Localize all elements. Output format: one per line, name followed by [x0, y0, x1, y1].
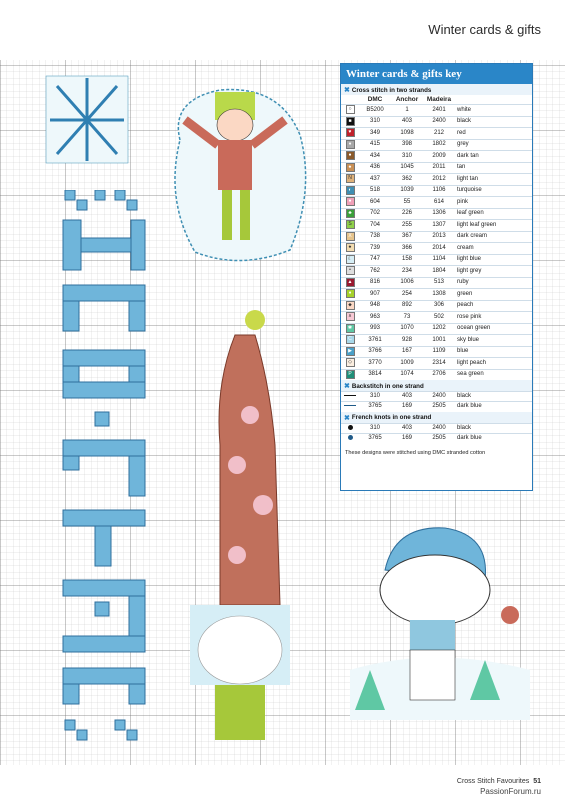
dmc-cell: 702 [359, 208, 391, 219]
key-row [341, 266, 532, 277]
dmc-cell: 3765 [359, 434, 391, 444]
dmc-cell: 434 [359, 151, 391, 162]
color-swatch-icon: ◇ [346, 358, 355, 367]
color-name-cell: black [455, 423, 532, 433]
symbol-cell [341, 289, 359, 300]
dmc-cell: 310 [359, 116, 391, 127]
dmc-cell: 3765 [359, 402, 391, 412]
symbol-cell [341, 105, 359, 116]
color-swatch-icon: ◐ [346, 186, 355, 195]
french-knots-table [341, 423, 532, 444]
dmc-cell: 3814 [359, 369, 391, 380]
symbol-cell [341, 139, 359, 150]
dmc-cell: 604 [359, 197, 391, 208]
color-name-cell: peach [455, 300, 532, 311]
key-row [341, 369, 532, 380]
section-french-knots [341, 412, 532, 423]
cross-icon: ✖ [344, 414, 350, 422]
anchor-cell: 403 [391, 392, 423, 402]
cross-stitch-table [341, 95, 532, 380]
color-swatch-icon: ▶ [346, 347, 355, 356]
symbol-cell [341, 423, 359, 433]
anchor-cell: 167 [391, 346, 423, 357]
color-swatch-icon: ✱ [346, 324, 355, 333]
section-backstitch-label: Backstitch in one strand [351, 382, 424, 390]
color-name-cell: black [455, 116, 532, 127]
dmc-cell: 349 [359, 128, 391, 139]
madeira-cell: 1307 [423, 220, 455, 231]
color-name-cell: dark tan [455, 151, 532, 162]
key-row [341, 208, 532, 219]
color-swatch-icon: ♦ [346, 140, 355, 149]
color-name-cell: ruby [455, 277, 532, 288]
madeira-cell: 1109 [423, 346, 455, 357]
key-row [341, 335, 532, 346]
dmc-cell: 310 [359, 423, 391, 433]
section-french-knots-label: French knots in one strand [351, 414, 432, 422]
color-swatch-icon: ● [346, 151, 355, 160]
vertical-text-motif [55, 190, 155, 745]
french-knot-icon [348, 435, 353, 440]
anchor-cell: 254 [391, 289, 423, 300]
symbol-cell [341, 151, 359, 162]
color-swatch-icon: • [346, 266, 355, 275]
key-row [341, 277, 532, 288]
color-swatch-icon: ♥ [346, 128, 355, 137]
madeira-cell: 513 [423, 277, 455, 288]
symbol-cell [341, 220, 359, 231]
color-name-cell: light leaf green [455, 220, 532, 231]
french-knot-icon [348, 425, 353, 430]
color-swatch-icon: ♠ [346, 163, 355, 172]
dmc-cell: 948 [359, 300, 391, 311]
section-cross-stitch-label: Cross stitch in two strands [351, 86, 432, 94]
anchor-cell: 158 [391, 254, 423, 265]
color-name-cell: red [455, 128, 532, 139]
madeira-cell: 1802 [423, 139, 455, 150]
key-row [341, 434, 532, 444]
anchor-cell: 226 [391, 208, 423, 219]
symbol-cell [341, 243, 359, 254]
snowman-motif [345, 520, 535, 725]
color-name-cell: light tan [455, 174, 532, 185]
key-row [341, 105, 532, 116]
color-swatch-icon: S [346, 220, 355, 229]
table-header-row [341, 95, 532, 105]
color-name-cell: cream [455, 243, 532, 254]
color-name-cell: rose pink [455, 312, 532, 323]
color-swatch-icon: ▲ [346, 278, 355, 287]
key-row [341, 116, 532, 127]
page-number: 51 [533, 778, 541, 785]
anchor-cell: 362 [391, 174, 423, 185]
madeira-cell: 2505 [423, 434, 455, 444]
dmc-cell: 738 [359, 231, 391, 242]
anchor-cell: 169 [391, 402, 423, 412]
dmc-cell: 437 [359, 174, 391, 185]
anchor-cell: 73 [391, 312, 423, 323]
madeira-cell: 306 [423, 300, 455, 311]
madeira-cell: 1804 [423, 266, 455, 277]
backstitch-line-icon [344, 405, 356, 406]
col-madeira: Madeira [426, 96, 452, 103]
color-name-cell: grey [455, 139, 532, 150]
madeira-cell: 2706 [423, 369, 455, 380]
key-note: These designs were stitched using DMC stranded cotton [345, 449, 486, 456]
anchor-cell: 234 [391, 266, 423, 277]
madeira-cell: 2400 [423, 392, 455, 402]
dmc-cell: 762 [359, 266, 391, 277]
key-row [341, 323, 532, 334]
key-row [341, 151, 532, 162]
symbol-cell [341, 300, 359, 311]
symbol-cell [341, 231, 359, 242]
anchor-cell: 1009 [391, 358, 423, 369]
madeira-cell: 2400 [423, 423, 455, 433]
symbol-cell [341, 128, 359, 139]
madeira-cell: 502 [423, 312, 455, 323]
madeira-cell: 2011 [423, 162, 455, 173]
symbol-cell [341, 392, 359, 402]
color-swatch-icon: N [346, 174, 355, 183]
dmc-cell: 436 [359, 162, 391, 173]
madeira-cell: 2013 [423, 231, 455, 242]
col-anchor: Anchor [395, 96, 419, 103]
key-row [341, 197, 532, 208]
key-row [341, 174, 532, 185]
madeira-cell: 1104 [423, 254, 455, 265]
color-name-cell: blue [455, 346, 532, 357]
watermark-site: PassionForum.ru [480, 787, 541, 796]
key-row [341, 185, 532, 196]
dmc-cell: 739 [359, 243, 391, 254]
dmc-cell: 3761 [359, 335, 391, 346]
key-title: Winter cards & gifts key [341, 64, 532, 84]
symbol-cell [341, 434, 359, 444]
col-symbol [341, 95, 359, 105]
color-swatch-icon: ● [346, 197, 355, 206]
cross-icon: ✖ [344, 87, 350, 94]
symbol-cell [341, 323, 359, 334]
anchor-cell: 1098 [391, 128, 423, 139]
dmc-cell: 415 [359, 139, 391, 150]
color-name-cell: black [455, 392, 532, 402]
symbol-cell [341, 277, 359, 288]
color-name-cell: sky blue [455, 335, 532, 346]
color-name-cell: dark blue [455, 402, 532, 412]
key-row [341, 231, 532, 242]
page-footer [456, 778, 541, 796]
anchor-cell: 1070 [391, 323, 423, 334]
symbol-cell [341, 346, 359, 357]
anchor-cell: 55 [391, 197, 423, 208]
backstitch-line-icon [344, 395, 356, 396]
symbol-cell [341, 335, 359, 346]
dmc-cell: 816 [359, 277, 391, 288]
anchor-cell: 169 [391, 434, 423, 444]
symbol-cell [341, 185, 359, 196]
color-name-cell: green [455, 289, 532, 300]
color-swatch-icon: ♣ [346, 209, 355, 218]
anchor-cell: 403 [391, 116, 423, 127]
dmc-cell: 518 [359, 185, 391, 196]
symbol-cell [341, 208, 359, 219]
anchor-cell: 928 [391, 335, 423, 346]
color-swatch-icon: ∧ [346, 312, 355, 321]
symbol-cell [341, 266, 359, 277]
section-backstitch [341, 380, 532, 391]
madeira-cell: 614 [423, 197, 455, 208]
anchor-cell: 403 [391, 423, 423, 433]
dmc-cell: 993 [359, 323, 391, 334]
snow-angel-motif [160, 80, 320, 270]
anchor-cell: 367 [391, 231, 423, 242]
dmc-cell: B5200 [359, 105, 391, 116]
color-swatch-icon: ☾ [346, 255, 355, 264]
symbol-cell [341, 254, 359, 265]
key-row [341, 346, 532, 357]
key-row [341, 300, 532, 311]
color-swatch-icon: X [346, 232, 355, 241]
footer-label: Cross Stitch Favourites [456, 778, 530, 785]
color-name-cell: white [455, 105, 532, 116]
color-swatch-icon: ♦ [346, 289, 355, 298]
color-name-cell: pink [455, 197, 532, 208]
madeira-cell: 212 [423, 128, 455, 139]
key-row [341, 312, 532, 323]
color-name-cell: turquoise [455, 185, 532, 196]
anchor-cell: 1039 [391, 185, 423, 196]
color-swatch-icon: ■ [346, 117, 355, 126]
madeira-cell: 1306 [423, 208, 455, 219]
madeira-cell: 2505 [423, 402, 455, 412]
anchor-cell: 892 [391, 300, 423, 311]
color-name-cell: sea green [455, 369, 532, 380]
color-name-cell: light blue [455, 254, 532, 265]
key-row [341, 128, 532, 139]
madeira-cell: 1106 [423, 185, 455, 196]
anchor-cell: 366 [391, 243, 423, 254]
page-header-title: Winter cards & gifts [428, 22, 541, 37]
color-swatch-icon: P [346, 370, 355, 379]
color-name-cell: dark blue [455, 434, 532, 444]
anchor-cell: 1074 [391, 369, 423, 380]
anchor-cell: 1 [391, 105, 423, 116]
madeira-cell: 2400 [423, 116, 455, 127]
dmc-cell: 310 [359, 392, 391, 402]
anchor-cell: 1045 [391, 162, 423, 173]
anchor-cell: 398 [391, 139, 423, 150]
color-name-cell: ocean green [455, 323, 532, 334]
symbol-cell [341, 402, 359, 412]
symbol-cell [341, 312, 359, 323]
dmc-cell: 963 [359, 312, 391, 323]
symbol-cell [341, 197, 359, 208]
madeira-cell: 2009 [423, 151, 455, 162]
symbol-cell [341, 358, 359, 369]
color-name-cell: light peach [455, 358, 532, 369]
key-row [341, 402, 532, 412]
key-row [341, 162, 532, 173]
color-swatch-icon: ⬥ [346, 301, 355, 310]
color-swatch-icon: C [346, 335, 355, 344]
madeira-cell: 2014 [423, 243, 455, 254]
symbol-cell [341, 116, 359, 127]
madeira-cell: 2401 [423, 105, 455, 116]
color-name-cell: leaf green [455, 208, 532, 219]
color-name-cell: dark cream [455, 231, 532, 242]
key-row [341, 392, 532, 402]
key-row [341, 289, 532, 300]
madeira-cell: 1308 [423, 289, 455, 300]
madeira-cell: 1001 [423, 335, 455, 346]
madeira-cell: 2314 [423, 358, 455, 369]
symbol-cell [341, 174, 359, 185]
dmc-cell: 747 [359, 254, 391, 265]
color-swatch-icon: ♠ [346, 243, 355, 252]
snowflake-motif [42, 72, 132, 167]
dmc-cell: 3770 [359, 358, 391, 369]
dmc-cell: 907 [359, 289, 391, 300]
symbol-cell [341, 369, 359, 380]
color-swatch-icon: ○ [346, 105, 355, 114]
backstitch-table [341, 391, 532, 412]
key-row [341, 243, 532, 254]
key-row [341, 423, 532, 433]
anchor-cell: 255 [391, 220, 423, 231]
section-cross-stitch [341, 84, 532, 95]
anchor-cell: 310 [391, 151, 423, 162]
gnome-motif [175, 305, 305, 745]
dmc-cell: 704 [359, 220, 391, 231]
anchor-cell: 1006 [391, 277, 423, 288]
key-row [341, 358, 532, 369]
symbol-cell [341, 162, 359, 173]
madeira-cell: 2012 [423, 174, 455, 185]
key-row [341, 139, 532, 150]
col-name [455, 95, 532, 105]
key-row [341, 254, 532, 265]
color-name-cell: light grey [455, 266, 532, 277]
thread-key [340, 63, 533, 491]
cross-icon: ✖ [344, 383, 350, 391]
dmc-cell: 3766 [359, 346, 391, 357]
col-dmc: DMC [367, 96, 383, 103]
madeira-cell: 1202 [423, 323, 455, 334]
key-row [341, 220, 532, 231]
color-name-cell: tan [455, 162, 532, 173]
